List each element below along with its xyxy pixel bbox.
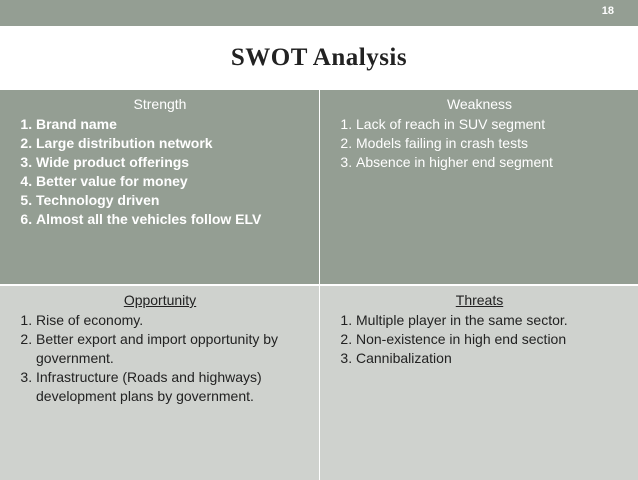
threats-item: 2. Non-existence in high end section (356, 330, 630, 349)
strength-list (9, 115, 311, 229)
weakness-item: 2. Models failing in crash tests (356, 134, 630, 153)
threats-cell (320, 286, 638, 480)
threats-item: 1. Multiple player in the same sector. (356, 311, 630, 330)
strength-item: 6. Almost all the vehicles follow ELV (36, 210, 311, 229)
strength-item: 5. Technology driven (36, 191, 311, 210)
threats-heading: Threats (455, 292, 504, 308)
swot-table (0, 90, 638, 480)
strength-item: 1. Brand name (36, 115, 311, 134)
weakness-item: 1. Lack of reach in SUV segment (356, 115, 630, 134)
opportunity-list (9, 311, 311, 406)
strength-item: 3. Wide product offerings (36, 153, 311, 172)
threats-list (329, 311, 630, 368)
strength-item: 2. Large distribution network (36, 134, 311, 153)
opportunity-cell (0, 286, 320, 480)
slide-number: 18 (601, 5, 614, 17)
opportunity-item: 3. Infrastructure (Roads and highways) development plans by government. (36, 368, 311, 406)
slide-title: SWOT Analysis (230, 44, 408, 71)
threats-item: 3. Cannibalization (356, 349, 630, 368)
opportunity-item: 1. Rise of economy. (36, 311, 311, 330)
strength-item: 4. Better value for money (36, 172, 311, 191)
weakness-item: 3. Absence in higher end segment (356, 153, 630, 172)
strength-heading: Strength (133, 96, 187, 112)
header-bar (0, 0, 638, 26)
opportunity-heading: Opportunity (123, 292, 197, 308)
weakness-list (329, 115, 630, 172)
weakness-heading: Weakness (446, 96, 513, 112)
weakness-cell (320, 90, 638, 286)
strength-cell (0, 90, 320, 286)
opportunity-item: 2. Better export and import opportunity by government. (36, 330, 311, 368)
